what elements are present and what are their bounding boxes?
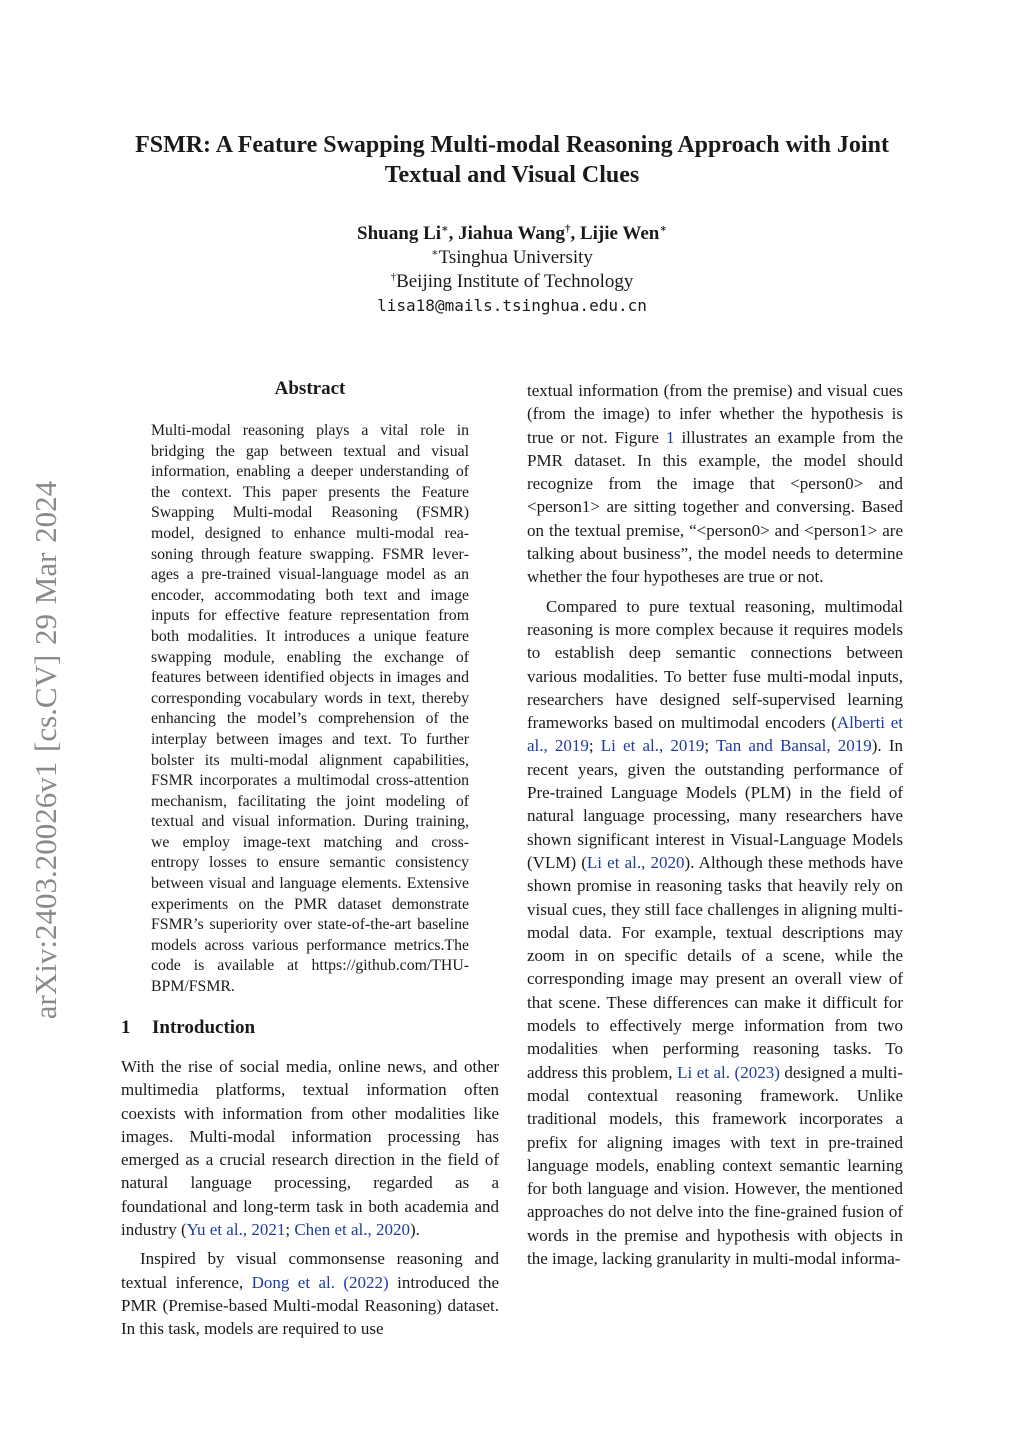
affiliation-1 xyxy=(200,246,824,270)
citation-link[interactable]: Li et al., 2019 xyxy=(600,736,705,756)
text-run: ). xyxy=(409,1220,420,1240)
title-line-2: Textual and Visual Clues xyxy=(384,162,640,188)
author-2-mark: † xyxy=(564,223,571,235)
text-run: ; xyxy=(704,736,716,756)
author-separator: , xyxy=(570,223,580,244)
arxiv-side-stamp: arXiv:2403.20026v1 [cs.CV] 29 Mar 2024 xyxy=(28,480,63,1020)
intro-paragraph-3 xyxy=(527,379,903,589)
citation-link[interactable]: Yu et al., 2021 xyxy=(186,1220,286,1240)
affiliation-1-mark: ∗ xyxy=(431,247,439,259)
figure-reference-link[interactable]: 1 xyxy=(665,427,675,447)
text-run: textual information (from the premise) and visual cues (from the image) to infer whether the hypothesis is true or not. Figure xyxy=(527,381,903,447)
citation-link[interactable]: Li et al. (2023) xyxy=(677,1062,780,1082)
author-1-mark: ∗ xyxy=(441,223,449,235)
intro-paragraph-4 xyxy=(527,595,903,1271)
author-3: Lijie Wen xyxy=(579,223,660,244)
section-title: Introduction xyxy=(152,1017,256,1038)
citation-link[interactable]: Li et al., 2020 xyxy=(586,852,685,872)
intro-paragraph-2 xyxy=(121,1247,499,1340)
text-run: ). Although these methods have shown promise in reasoning tasks that heavily rely on visual cues, they still face challenges in aligning multi-modal data. For example, textual descriptions may zoom in on specific details of a scene, while the corresponding image may present an overall view of that scene. These differences can make it difficult for models to effectively merge information from two modalities when performing reasoning tasks. To address this problem, xyxy=(527,852,903,1082)
text-run: ). In recent years, given the outstanding performance of Pre-trained Language Models (PLM) in the field of natural language processing, many researchers have shown significant interest in Visual-Language Models (VLM) ( xyxy=(527,736,903,872)
citation-link[interactable]: Chen et al., 2020 xyxy=(294,1220,410,1240)
abstract-heading: Abstract xyxy=(274,378,346,399)
intro-paragraph-1 xyxy=(121,1055,499,1241)
text-run: designed a multi-modal contextual reasoning framework. Unlike traditional models, this framework incorporates a prefix for aligning images with text in pre-trained language models, enabling context semantic learning for both language and vision. However, the mentioned approaches do not delve into the fine-grained fusion of words in the premise and hypothesis with objects in the image, lacking granularity in multi-modal informa- xyxy=(527,1062,904,1268)
citation-link[interactable]: Dong et al. (2022) xyxy=(251,1272,389,1292)
author-email: lisa18@mails.tsinghua.edu.cn xyxy=(377,296,647,315)
author-1: Shuang Li xyxy=(357,223,442,244)
citation-link[interactable]: Tan and Bansal, 2019 xyxy=(715,736,872,756)
text-run: ; xyxy=(285,1220,295,1240)
author-separator: , xyxy=(448,223,459,244)
text-run: Inspired by visual commonsense reasoning and textual inference, xyxy=(121,1249,499,1292)
citation-link[interactable]: Alberti et al., 2019 xyxy=(527,713,903,756)
affiliation-1-name: Tsinghua University xyxy=(438,247,593,268)
title-line-1: FSMR: A Feature Swapping Multi-modal Reasoning Approach with Joint xyxy=(135,132,889,158)
section-number: 1 xyxy=(121,1017,131,1038)
section-heading-introduction xyxy=(121,1016,499,1040)
affiliation-2-mark: † xyxy=(390,271,397,283)
text-run: ; xyxy=(588,736,601,756)
author-2: Jiahua Wang xyxy=(458,223,565,244)
affiliation-2 xyxy=(200,270,824,294)
author-3-mark: ∗ xyxy=(659,223,667,235)
abstract-body: Multi-modal reasoning plays a vital role in bridging the gap between textual and visual information, enabling a deeper understanding of the context. This paper presents the Feature Swapping Multi-modal Reasoning (FSMR) model, designed to enhance multi-modal reasoning through feature swapping. FSMR leverages a pre-trained visual-language model as an encoder, accommodating both text and image inputs for effective feature representation from both modalities. It introduces a unique feature swapping module, enabling the exchange of features between identified objects in images and corresponding vocabulary words in text, thereby enhancing the model’s comprehension of the interplay between images and text. To further bolster its multi-modal alignment capabilities, FSMR incorporates a multimodal cross-attention mechanism, facilitating the joint modeling of textual and visual information. During training, we employ image-text matching and cross-entropy losses to ensure semantic consistency between visual and language elements. Extensive experiments on the PMR dataset demonstrate FSMR’s superiority over state-of-the-art baseline models across various performance metrics.The code is available at https://github.com/THU-BPM/FSMR. xyxy=(151,422,469,996)
right-column-text xyxy=(527,379,903,1270)
affiliation-2-name: Beijing Institute of Technology xyxy=(396,271,634,292)
text-run: introduced the PMR (Premise-based Multi-modal Reasoning) dataset. In this task, models are required to use xyxy=(121,1272,500,1339)
author-list xyxy=(200,222,824,246)
text-run: illustrates an example from the PMR dataset. In this example, the model should recognize from the image that <person0> and <person1> are sitting together and conversing. Based on the textual premise, “<person0> and <person1> are talking about business”, the model needs to determine whether the four hypotheses are true or not. xyxy=(527,427,903,587)
left-column-text xyxy=(121,1055,499,1341)
paper-title xyxy=(100,130,924,190)
text-run: Compared to pure textual reasoning, multimodal reasoning is more complex because it requires models to establish deep semantic connections between various modalities. To better fuse multi-modal inputs, researchers have designed self-supervised learning frameworks based on multimodal encoders ( xyxy=(527,596,903,733)
text-run: With the rise of social media, online news, and other multimedia platforms, textual information often coexists with information from other modalities like images. Multi-modal information processing has emerged as a crucial research direction in the field of natural language processing, regarded as a foundational and long-term task in both academia and industry ( xyxy=(121,1057,499,1240)
